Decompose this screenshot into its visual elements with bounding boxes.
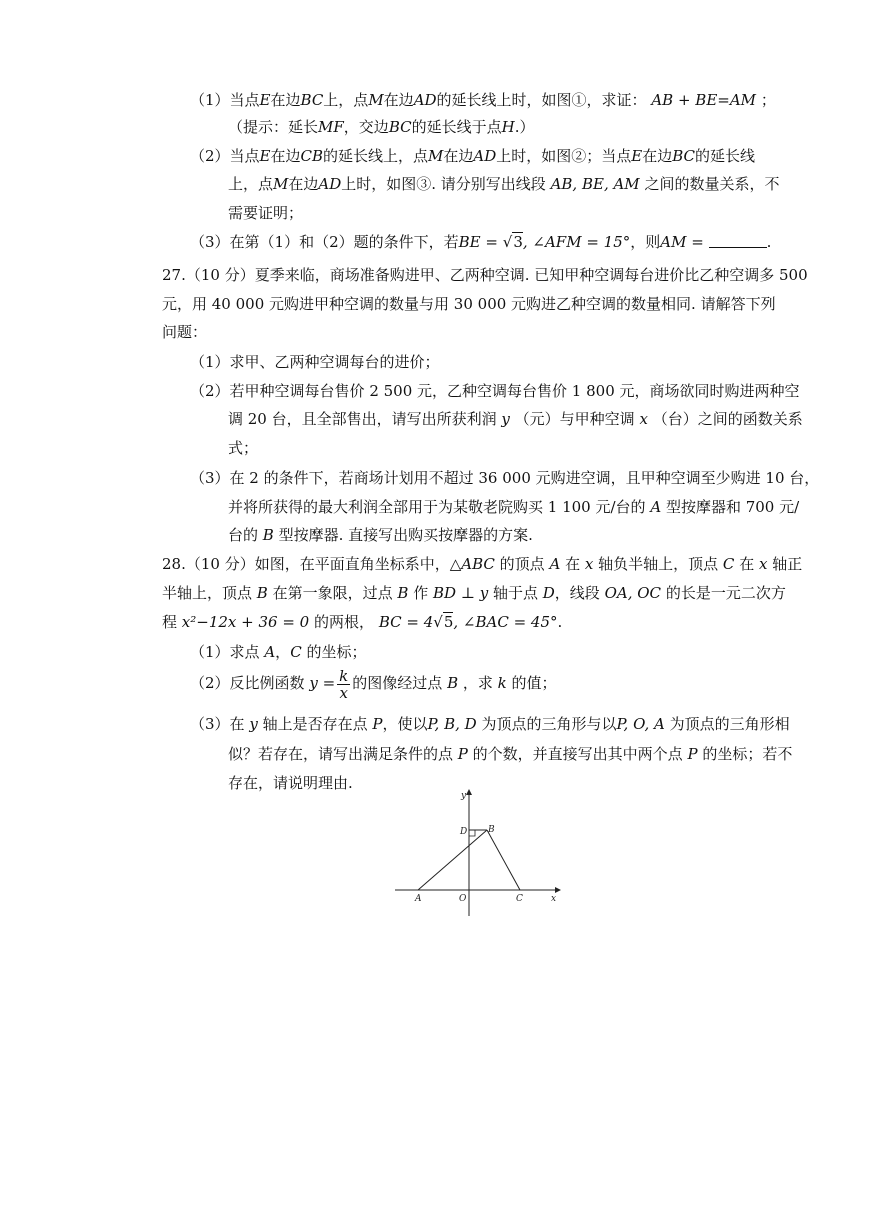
q28-line2: 半轴上，顶点 B 在第一象限，过点 B 作 BD ⊥ y 轴于点 D，线段 OA, OC 的长是一元二次方 (162, 584, 786, 602)
label-B: B (488, 825, 495, 835)
q26-part3-line: （3）在第（1）和（2）题的条件下，若BE = √3, ∠AFM = 15°，则AM = . (190, 233, 772, 251)
right-angle-mark (469, 830, 475, 836)
q27-line2: 元，用 40 000 元购进甲种空调的数量与用 30 000 元购进乙种空调的数量相同. 请解答下列 (162, 295, 776, 313)
segment-AB (418, 830, 487, 890)
x-axis-arrow (555, 887, 561, 893)
answer-blank (709, 233, 767, 248)
q26-part1-line: （1）当点E在边BC上，点M在边AD的延长线上时，如图①，求证： AB + BE=AM ； (190, 91, 776, 109)
q27-sub3-line2: 并将所获得的最大利润全部用于为某敬老院购买 1 100 元/台的 A 型按摩器和 700 元/ (228, 498, 800, 516)
q27-sub2-line2: 调 20 台，且全部售出，请写出所获利润 y （元）与甲种空调 x （台）之间的函数关系 (228, 410, 803, 428)
q27-sub3-line3: 台的 B 型按摩器. 直接写出购买按摩器的方案. (228, 526, 533, 544)
q26-part2-line3: 需要证明； (228, 204, 304, 222)
q27-line3: 问题： (162, 323, 208, 341)
q27-sub1: （1）求甲、乙两种空调每台的进价； (190, 353, 440, 371)
coordinate-figure (390, 786, 570, 921)
q27-sub2-line1: （2）若甲种空调每台售价 2 500 元，乙种空调每台售价 1 800 元，商场欲同时购进两种空 (190, 382, 800, 400)
q28-line1: 28.（10 分）如图，在平面直角坐标系中，△ABC 的顶点 A 在 x 轴负半轴上，顶点 C 在 x 轴正 (162, 555, 803, 573)
q26-part2-line2: 上，点M在边AD上时，如图③. 请分别写出线段 AB, BE, AM 之间的数量关系，不 (228, 175, 780, 193)
label-x: x (551, 894, 557, 904)
q27-sub3-line1: （3）在 2 的条件下，若商场计划用不超过 36 000 元购进空调，且甲种空调至少购进 10 台， (190, 469, 820, 487)
y-axis-arrow (466, 789, 472, 795)
q28-line3: 程 x²−12x + 36 = 0 的两根， BC = 4√5, ∠BAC = 45°. (162, 613, 563, 631)
label-O: O (459, 894, 467, 904)
q28-sub3-line2: 似？若存在，请写出满足条件的点 P 的个数，并直接写出其中两个点 P 的坐标；若不 (228, 745, 793, 763)
q28-sub2: （2）反比例函数 y = $\frac{k}{x}$ 的图像经过点 B ，求 k 的值； (190, 666, 557, 702)
q27-line1: 27.（10 分）夏季来临，商场准备购进甲、乙两种空调. 已知甲种空调每台进价比乙种空调多 500 (162, 266, 808, 284)
label-D: D (460, 827, 468, 837)
label-y: y (461, 791, 467, 801)
q28-sub3-line1: （3）在 y 轴上是否存在点 P，使以P, B, D 为顶点的三角形与以P, O, A 为顶点的三角形相 (190, 715, 790, 733)
q27-sub2-line3: 式； (228, 439, 259, 457)
label-C: C (516, 894, 523, 904)
q28-sub3-line3: 存在，请说明理由. (228, 774, 353, 792)
segment-BC (487, 830, 520, 890)
label-A: A (415, 894, 422, 904)
fraction-k-over-x: $\frac{k}{x}$ (339, 666, 349, 702)
q28-sub1: （1）求点 A，C 的坐标； (190, 643, 367, 661)
q26-hint-line: （提示：延长MF，交边BC的延长线于点H.） (228, 118, 535, 136)
q26-part2-line1: （2）当点E在边CB的延长线上，点M在边AD上时，如图②；当点E在边BC的延长线 (190, 147, 756, 165)
